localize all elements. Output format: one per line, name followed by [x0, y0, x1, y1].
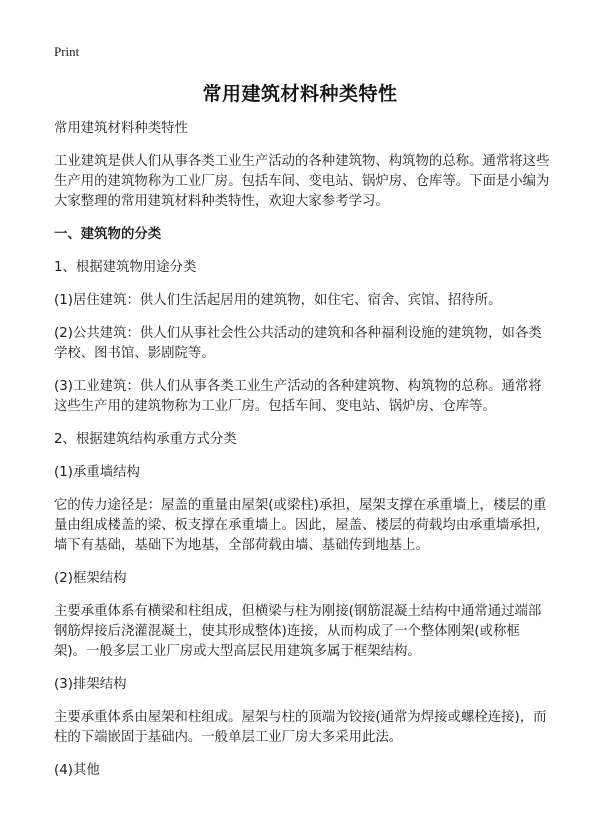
subsection-heading-structure: 2、根据建筑结构承重方式分类: [54, 432, 237, 447]
paragraph-industrial: (3)工业建筑：供人们从事各类工业生产活动的各种建筑物、构筑物的总称。通常将这些生产用的建筑物称为工业厂房。包括车间、变电站、锅炉房、仓库等。: [54, 379, 542, 414]
paragraph-bent: 主要承重体系由屋架和柱组成。屋架与柱的顶端为铰接(通常为焊接或螺栓连接)，而柱的下端嵌固于基础内。一般单层工业厂房大多采用此法。: [54, 710, 547, 745]
document-title: 常用建筑材料种类特性: [202, 83, 398, 105]
document-body: [54, 119, 550, 794]
item-heading-load-wall: (1)承重墙结构: [54, 465, 140, 480]
paragraph-frame: 主要承重体系有横梁和柱组成，但横梁与柱为刚接(钢筋混凝土结构中通常通过端部钢筋焊接后浇灌混凝土，使其形成整体)连接，从而构成了一个整体刚架(或称框架)。一般多层工业厂房或大型高层民用建筑多属于框架结构。: [54, 604, 542, 659]
paragraph-residential: (1)居住建筑：供人们生活起居用的建筑物，如住宅、宿舍、宾馆、招待所。: [54, 293, 502, 308]
paragraph-load-wall: 它的传力途径是：屋盖的重量由屋架(或梁柱)承担，屋架支撑在承重墙上，楼层的重量由组成楼盖的梁、板支撑在承重墙上。因此，屋盖、楼层的荷载均由承重墙承担,墙下有基础，基础下为地基，全部荷载由墙、基础传到地基上。: [54, 498, 547, 553]
item-heading-frame: (2)框架结构: [54, 571, 127, 586]
subsection-heading-usage: 1、根据建筑物用途分类: [54, 260, 197, 275]
section-heading: 一、建筑物的分类: [54, 227, 162, 242]
paragraph-public: (2)公共建筑：供人们从事社会性公共活动的建筑和各种福利设施的建筑物，如各类学校、图书馆、影剧院等。: [54, 326, 542, 361]
paragraph-intro: 工业建筑是供人们从事各类工业生产活动的各种建筑物、构筑物的总称。通常将这些生产用的建筑物称为工业厂房。包括车间、变电站、锅炉房、仓库等。下面是小编为大家整理的常用建筑材料种类特性，欢迎大家参考学习。: [54, 154, 550, 209]
item-heading-bent: (3)排架结构: [54, 677, 127, 692]
paragraph-subtitle: 常用建筑材料种类特性: [54, 121, 188, 136]
item-heading-other: (4)其他: [54, 763, 100, 778]
print-label: Print: [54, 44, 80, 59]
